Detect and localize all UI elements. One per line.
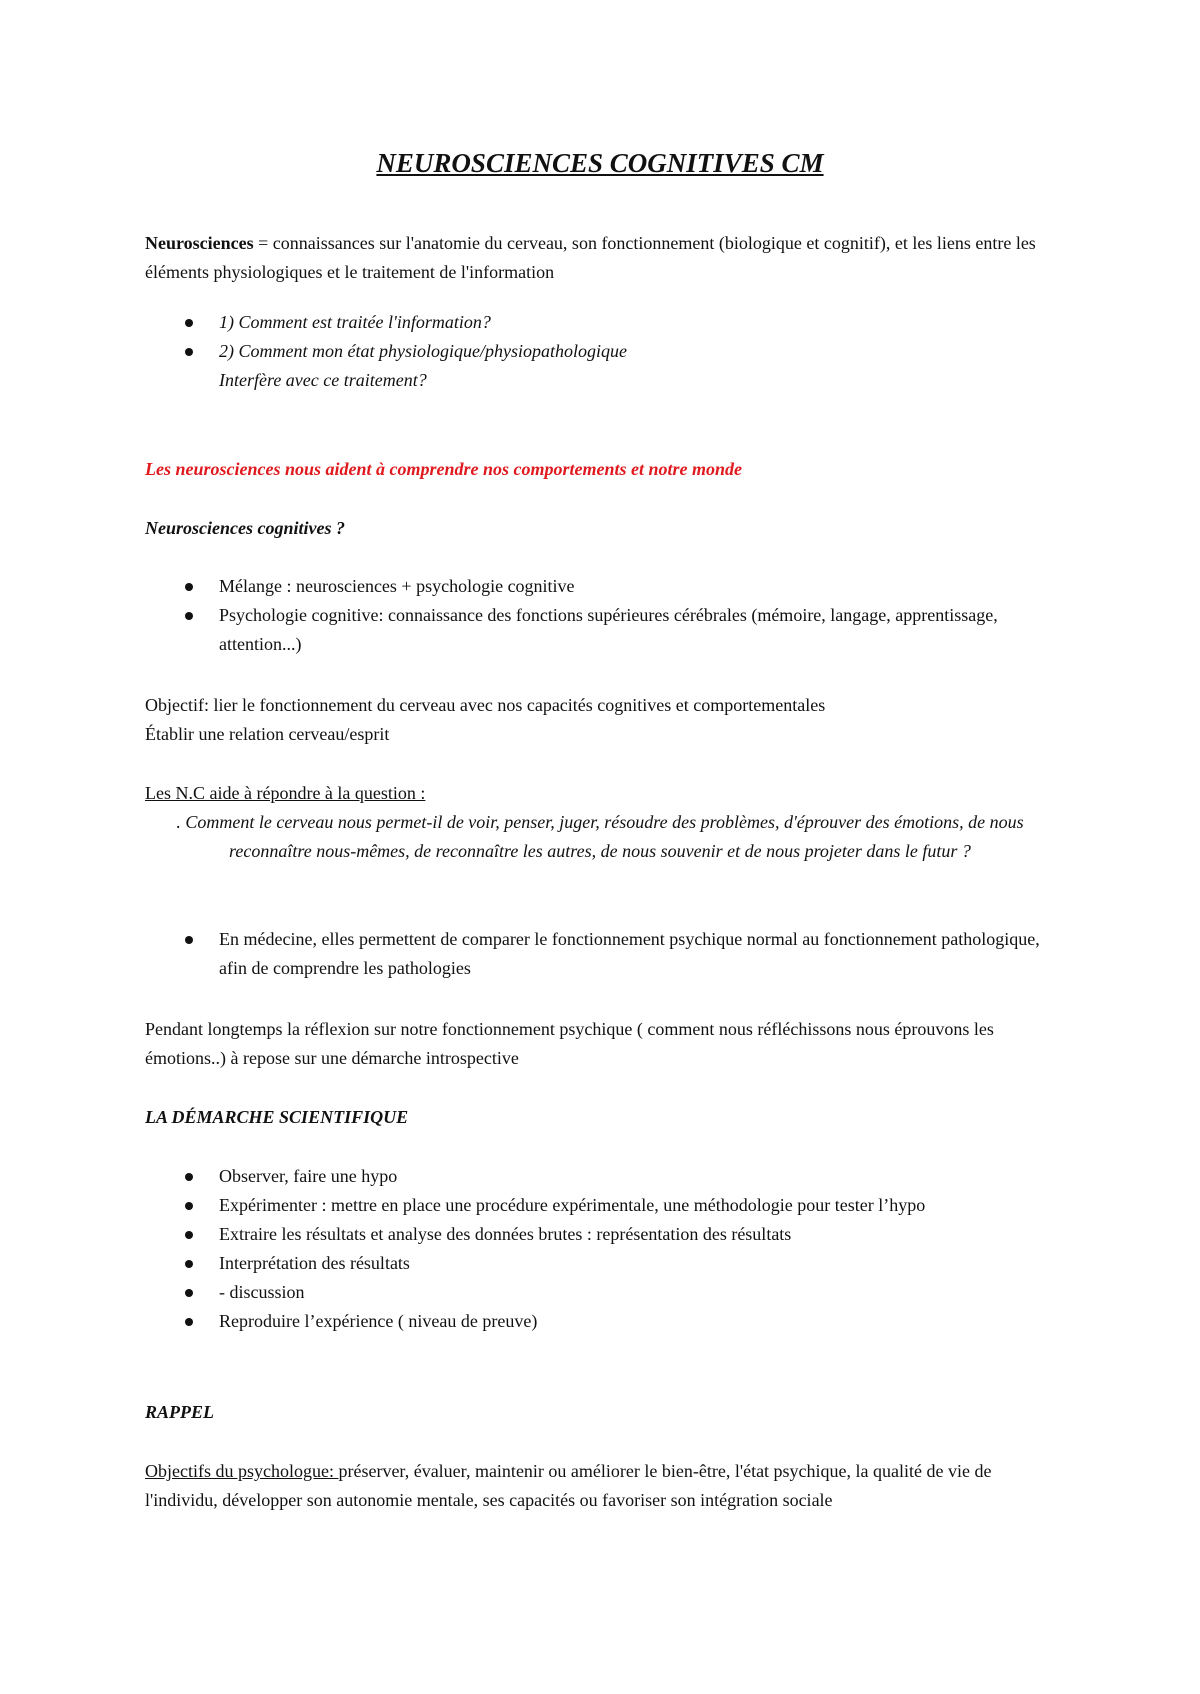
- bullet-icon: [185, 612, 193, 620]
- page-title: NEUROSCIENCES COGNITIVES CM: [376, 148, 824, 178]
- bullet-icon: [185, 348, 193, 356]
- list-item: Expérimenter : mettre en place une procédure expérimentale, une méthodologie pour tester l’hypo: [145, 1191, 1060, 1220]
- highlight-statement: Les neurosciences nous aident à comprendre nos comportements et notre monde: [145, 459, 743, 479]
- list-item: Reproduire l’expérience ( niveau de preuve): [145, 1307, 1060, 1336]
- bullet-icon: [185, 319, 193, 327]
- list-item: En médecine, elles permettent de comparer le fonctionnement psychique normal au fonctionnement pathologique, afin de comprendre les pathologies: [145, 925, 1060, 983]
- objectifs-label: Objectifs du psychologue:: [145, 1461, 339, 1481]
- bullet-icon: [185, 1173, 193, 1181]
- introspection-paragraph: Pendant longtemps la réflexion sur notre fonctionnement psychique ( comment nous réfléchissons nous éprouvons les émotions..) à repose sur une démarche introspective: [145, 1019, 994, 1068]
- objectifs-text: préserver, évaluer, maintenir ou améliorer le bien-être, l'état psychique, la qualité de vie de l'individu, développer son autonomie mentale, ses capacités ou favoriser son intégration sociale: [145, 1461, 992, 1510]
- list-item: Observer, faire une hypo: [145, 1162, 1060, 1191]
- list-item: 2) Comment mon état physiologique/physiopathologique Interfère avec ce traitement?: [145, 337, 1060, 395]
- medecine-list: [145, 925, 1060, 983]
- section-heading-nc: Neurosciences cognitives ?: [145, 518, 345, 538]
- section-heading-demarche: LA DÉMARCHE SCIENTIFIQUE: [145, 1107, 409, 1127]
- bullet-icon: [185, 1231, 193, 1239]
- question-text: . Comment le cerveau nous permet-il de voir, penser, juger, résoudre des problèmes, d'éprouver des émotions, de nous reconnaître nous-mêmes, de reconnaître les autres, de nous souvenir et de nous projeter dans le futur ?: [176, 812, 1024, 861]
- question-label: Les N.C aide à répondre à la question :: [145, 783, 426, 803]
- objectif-paragraph: Objectif: lier le fonctionnement du cerveau avec nos capacités cognitives et comportementales Établir une relation cerveau/esprit: [145, 695, 826, 744]
- demarche-list: [145, 1162, 1060, 1336]
- list-item: Interprétation des résultats: [145, 1249, 1060, 1278]
- questions-list: [145, 308, 1060, 395]
- list-item: Extraire les résultats et analyse des données brutes : représentation des résultats: [145, 1220, 1060, 1249]
- list-item: 1) Comment est traitée l'information?: [145, 308, 1060, 337]
- bullet-icon: [185, 1289, 193, 1297]
- definition-term: Neurosciences: [145, 233, 254, 253]
- section-heading-rappel: RAPPEL: [145, 1402, 215, 1422]
- definition-text: = connaissances sur l'anatomie du cerveau, son fonctionnement (biologique et cognitif), et les liens entre les éléments physiologiques et le traitement de l'information: [145, 233, 1036, 282]
- bullet-icon: [185, 1318, 193, 1326]
- definition-paragraph: [145, 229, 1060, 287]
- list-item: Psychologie cognitive: connaissance des fonctions supérieures cérébrales (mémoire, langage, apprentissage, attention...): [145, 601, 1060, 659]
- bullet-icon: [185, 936, 193, 944]
- list-item: - discussion: [145, 1278, 1060, 1307]
- objectifs-paragraph: [145, 1457, 1060, 1515]
- bullet-icon: [185, 583, 193, 591]
- nc-list: [145, 572, 1060, 659]
- bullet-icon: [185, 1202, 193, 1210]
- list-item: Mélange : neurosciences + psychologie cognitive: [145, 572, 1060, 601]
- bullet-icon: [185, 1260, 193, 1268]
